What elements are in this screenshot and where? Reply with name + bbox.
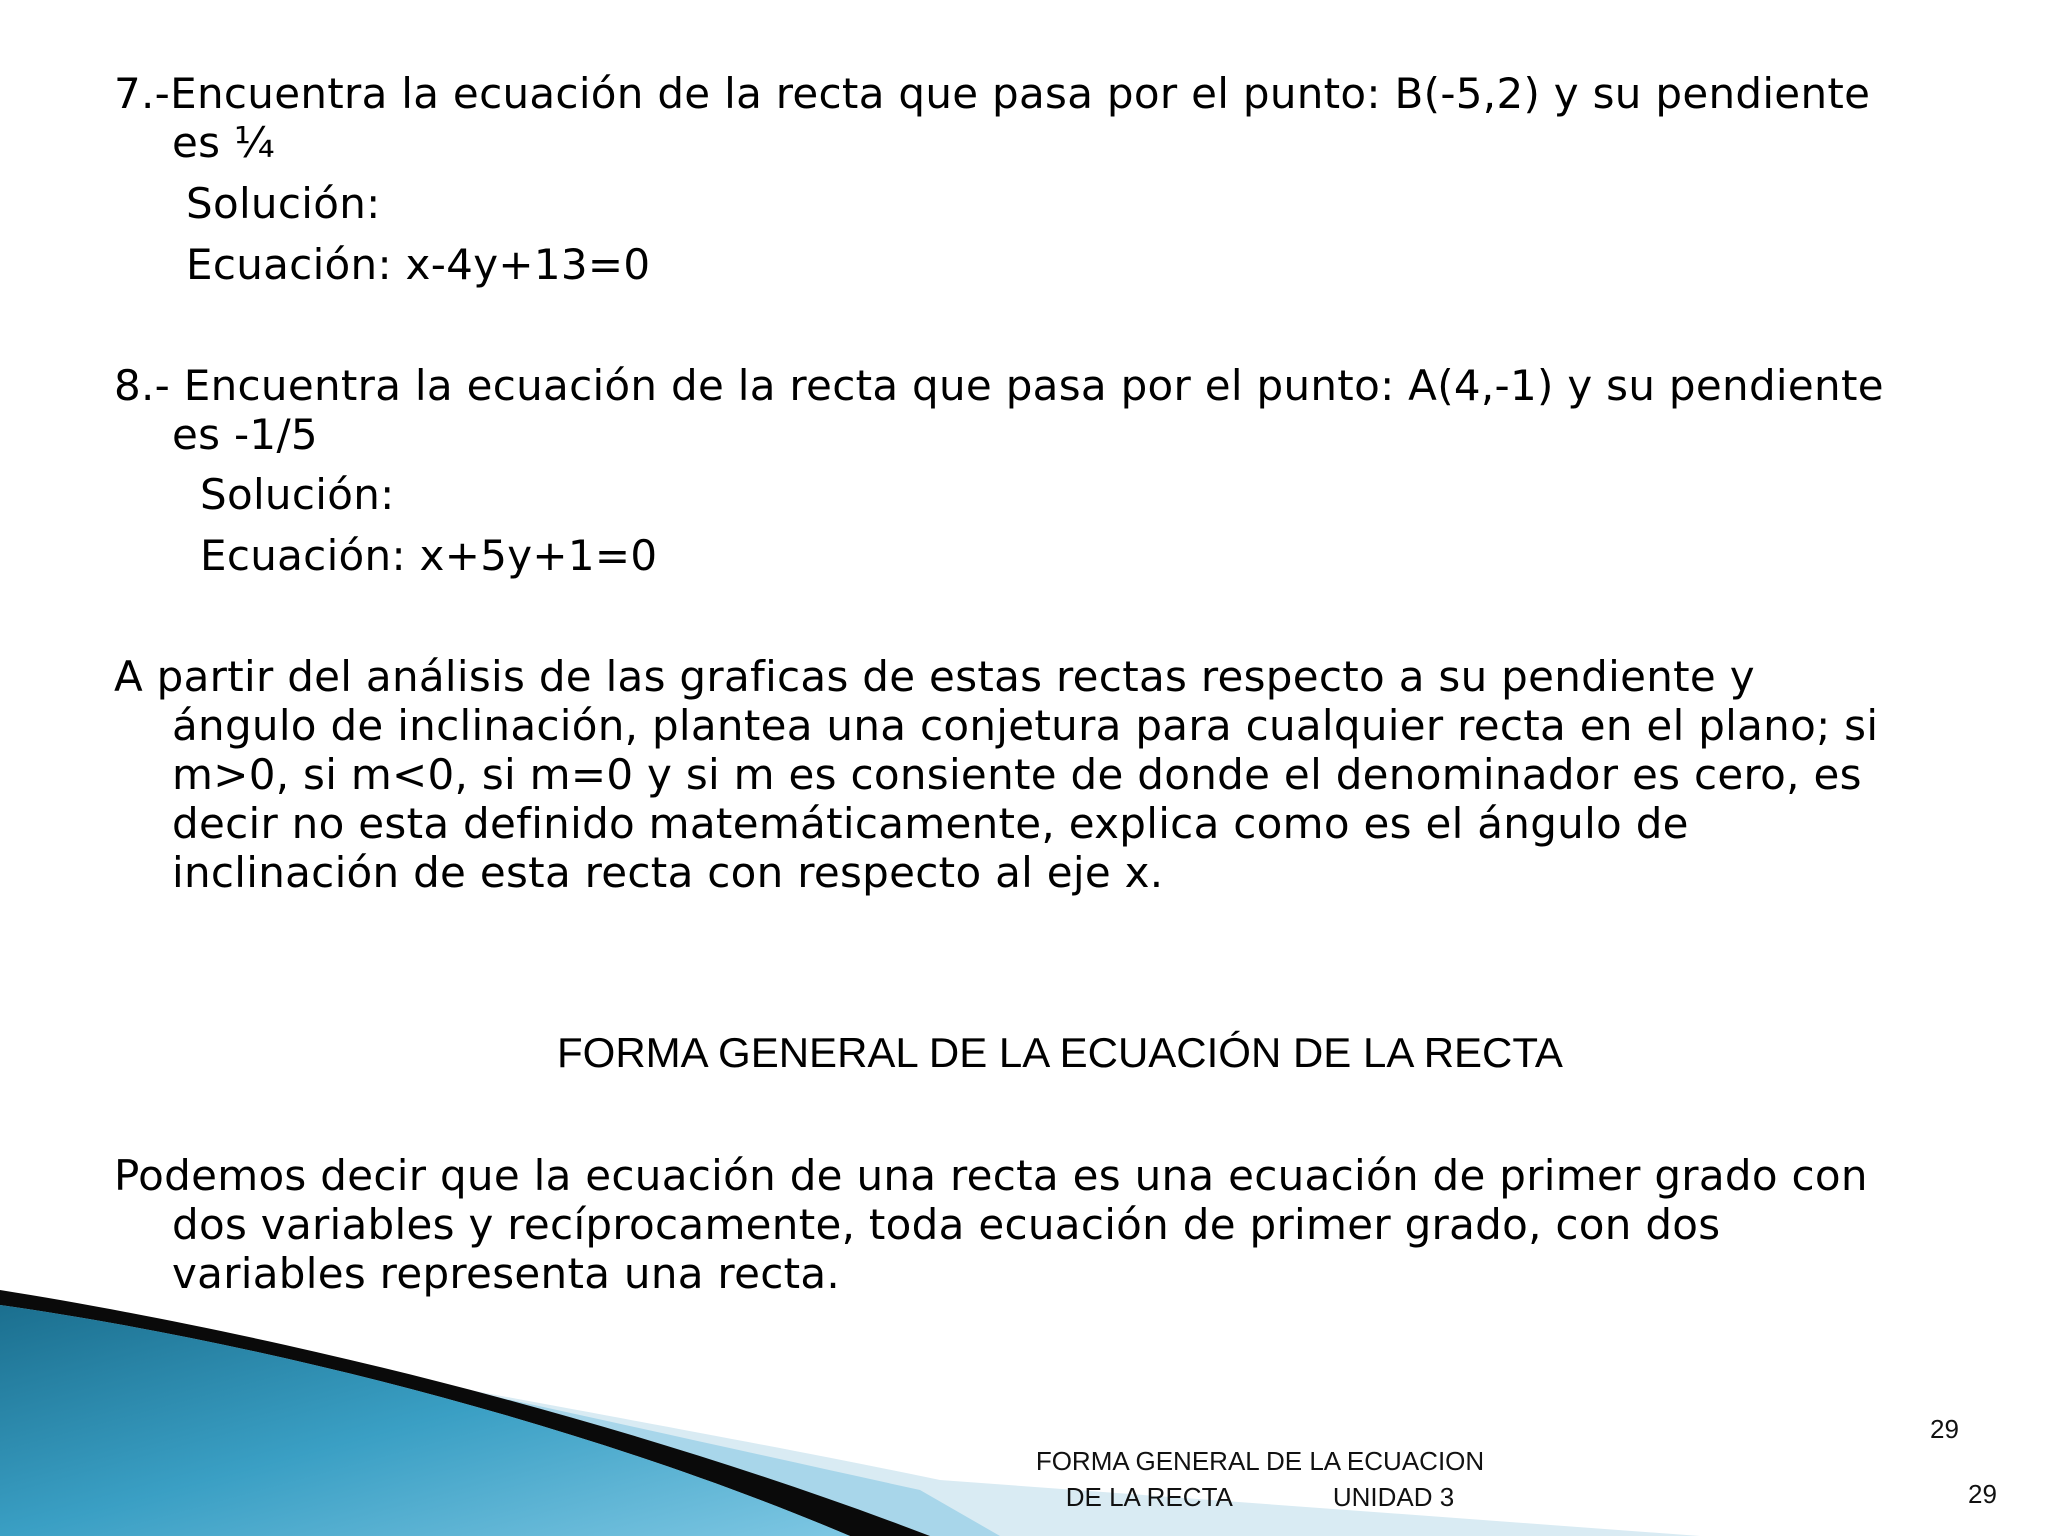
problem-7-equation: Ecuación: x-4y+13=0: [186, 240, 651, 289]
definition-line3: variables representa una recta.: [172, 1249, 841, 1298]
conjecture-line1: A partir del análisis de las graficas de estas rectas respecto a su pendiente y: [114, 652, 1755, 701]
conjecture-line3: m>0, si m<0, si m=0 y si m es consiente de donde el denominador es cero, es: [172, 750, 1862, 799]
conjecture-line5: inclinación de esta recta con respecto al eje x.: [172, 848, 1164, 897]
footer-title-line2: [1030, 1479, 1490, 1515]
footer-title: [1030, 1443, 1490, 1515]
footer-unit: UNIDAD 3: [1332, 1482, 1455, 1512]
definition-line2: dos variables y recíprocamente, toda ecuación de primer grado, con dos: [172, 1200, 1721, 1249]
problem-8-equation: Ecuación: x+5y+1=0: [200, 531, 658, 580]
page-number-top: 29: [1930, 1414, 1959, 1444]
problem-8-statement: [114, 361, 2032, 459]
conjecture-line2: ángulo de inclinación, plantea una conjetura para cualquier recta en el plano; si: [172, 701, 1879, 750]
problem-7-line1: 7.-Encuentra la ecuación de la recta que pasa por el punto: B(-5,2) y su pendiente: [114, 69, 1871, 118]
conjecture-line4: decir no esta definido matemáticamente, explica como es el ángulo de: [172, 799, 1689, 848]
definition-paragraph: [114, 1151, 2032, 1298]
footer-title-line1: FORMA GENERAL DE LA ECUACION: [1035, 1446, 1485, 1476]
section-heading: FORMA GENERAL DE LA ECUACIÓN DE LA RECTA: [557, 1029, 1563, 1076]
problem-7-statement: [114, 69, 2032, 167]
page-number-bottom: 29: [1968, 1479, 1997, 1509]
problem-8-line2: es -1/5: [172, 410, 318, 459]
footer-title-line2a: DE LA RECTA: [1065, 1482, 1233, 1512]
definition-line1: Podemos decir que la ecuación de una recta es una ecuación de primer grado con: [114, 1151, 1868, 1200]
problem-7-solution-label: Solución:: [186, 179, 381, 228]
problem-8-solution-label: Solución:: [200, 470, 395, 519]
wave-blue-band: [0, 1305, 850, 1536]
problem-8-line1: 8.- Encuentra la ecuación de la recta que pasa por el punto: A(4,-1) y su pendiente: [114, 361, 1884, 410]
conjecture-paragraph: [114, 652, 2032, 897]
problem-7-line2: es ¼: [172, 118, 275, 167]
